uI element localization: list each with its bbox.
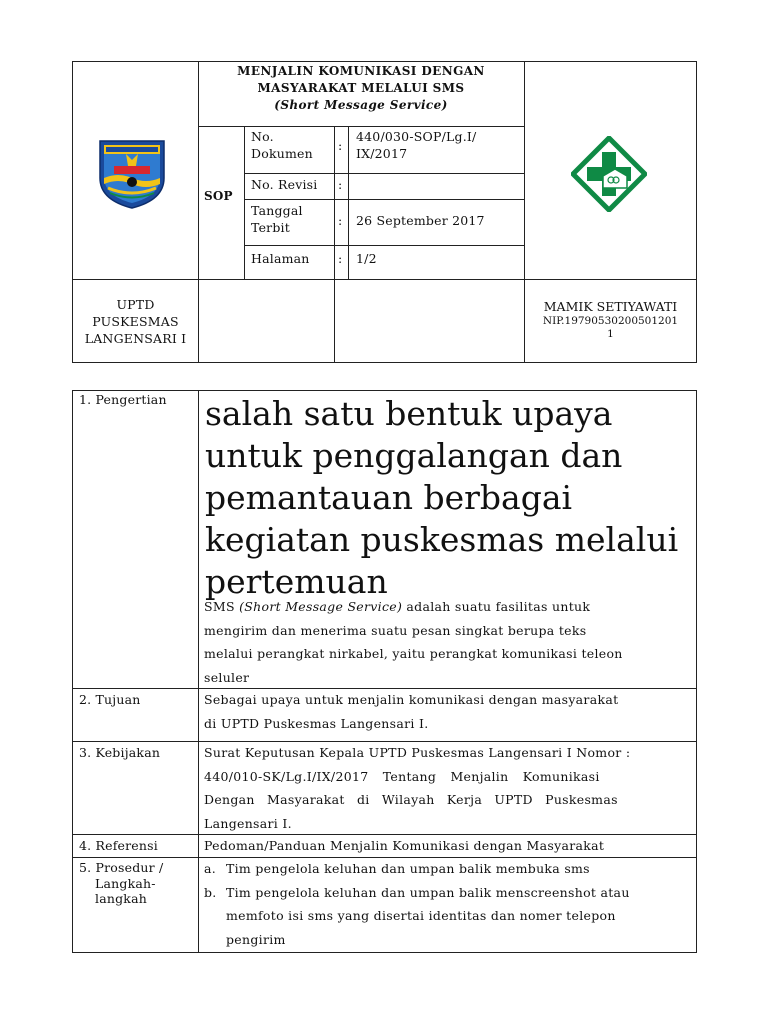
header-col-divider-3 [334, 126, 335, 363]
doc-number-label-line-2: Dokumen [251, 146, 313, 161]
step-b-text-line-1: Tim pengelola keluhan dan umpan balik menscreenshot atau [226, 884, 630, 900]
header-divider-main [72, 279, 697, 280]
prosedur-label-line-2: Langkah- [95, 875, 156, 891]
pengertian-sms-term: SMS [204, 599, 240, 614]
step-b-text-line-3: pengirim [226, 931, 286, 947]
kebijakan-text [204, 741, 690, 835]
step-a-text: Tim pengelola keluhan dan umpan balik membuka sms [226, 861, 590, 876]
organization-line-2: PUSKESMAS [92, 314, 179, 329]
header-col-divider-2 [244, 126, 245, 280]
issue-date-label-line-2: Terbit [251, 220, 290, 235]
prosedur-label-line-3: langkah [95, 891, 147, 906]
pengertian-large-line-1: salah satu bentuk upaya [205, 394, 613, 433]
header-divider-row1 [244, 173, 524, 174]
organization-line-1: UPTD [116, 297, 155, 312]
kebijakan-text-line-3: Dengan Masyarakat di Wilayah Kerja UPTD Puskesmas [204, 792, 618, 807]
doc-number-value [356, 128, 476, 162]
header-border-bottom [72, 362, 697, 363]
pengertian-large-line-2: untuk penggalangan dan [205, 436, 623, 475]
pengertian-text [204, 595, 690, 689]
tujuan-text-line-2: di UPTD Puskesmas Langensari I. [204, 715, 429, 731]
organization-name [73, 296, 198, 347]
tujuan-text [204, 688, 690, 735]
step-b-marker: b. [204, 884, 217, 900]
header-divider-row2 [244, 199, 524, 200]
step-b-text-line-2: memfoto isi sms yang disertai identitas dan nomer telepon [226, 908, 616, 923]
title-line-3-italic: (Short Message Service) [274, 98, 448, 112]
revision-label: No. Revisi [251, 177, 318, 192]
pengertian-label: 1. Pengertian [79, 392, 167, 407]
content-border-left [72, 390, 73, 953]
signer-nip-line-2: 1 [607, 328, 614, 340]
pengertian-text-line-1-rest: adalah suatu fasilitas untuk [402, 599, 591, 614]
issue-date-label [251, 202, 303, 236]
header-border-right [696, 61, 697, 363]
puskesmas-logo [571, 136, 647, 212]
header-divider-title [198, 126, 524, 127]
tujuan-text-line-1: Sebagai upaya untuk menjalin komunikasi dengan masyarakat [204, 692, 619, 707]
kebijakan-text-line-2: 440/010-SK/Lg.I/IX/2017 Tentang Menjalin Komunikasi [204, 768, 600, 784]
doc-number-colon: : [338, 138, 343, 153]
document-title [198, 63, 524, 114]
content-col-divider [198, 390, 199, 953]
signer-nip-line-1: NIP.19790530200501201 [542, 315, 679, 327]
issue-date-value: 26 September 2017 [356, 213, 485, 228]
header-divider-row3 [244, 245, 524, 246]
step-a [204, 857, 690, 881]
title-line-2: MASYARAKAT MELALUI SMS [257, 81, 465, 95]
signer-name: MAMIK SETIYAWATI [543, 299, 678, 314]
tujuan-label: 2. Tujuan [79, 692, 141, 707]
referensi-label: 4. Referensi [79, 838, 158, 853]
doc-number-value-line-2: IX/2017 [356, 146, 408, 161]
organization-line-3: LANGENSARI I [84, 331, 187, 346]
pengertian-text-line-3: melalui perangkat nirkabel, yaitu perangkat komunikasi teleon [204, 646, 623, 661]
title-line-1: MENJALIN KOMUNIKASI DENGAN [237, 64, 485, 78]
pengertian-sms-expansion: (Short Message Service) [239, 599, 403, 614]
signer-block [525, 298, 696, 341]
issue-date-colon: : [338, 213, 343, 228]
pengertian-large-line-4: kegiatan puskesmas melalui [205, 520, 679, 559]
kebijakan-label: 3. Kebijakan [79, 745, 161, 760]
city-emblem-logo [96, 138, 168, 210]
issue-date-label-line-1: Tanggal [251, 203, 303, 218]
step-b [204, 881, 690, 952]
kebijakan-text-line-4: Langensari I. [204, 815, 292, 831]
kebijakan-text-line-1: Surat Keputusan Kepala UPTD Puskesmas Langensari I Nomor : [204, 745, 631, 760]
pengertian-large-line-5: pertemuan [205, 562, 388, 601]
title-line-3 [198, 97, 524, 114]
content-border-right [696, 390, 697, 953]
sop-label: SOP [204, 189, 233, 203]
pengertian-text-line-4: seluler [204, 669, 250, 685]
doc-number-label-line-1: No. [251, 129, 274, 144]
pengertian-text-line-1 [204, 595, 690, 619]
step-a-marker: a. [204, 861, 217, 876]
content-border-bottom [72, 952, 697, 953]
header-border-top [72, 61, 697, 62]
prosedur-steps [204, 857, 690, 951]
header-col-divider-4 [348, 126, 349, 280]
revision-colon: : [338, 177, 343, 192]
prosedur-label-line-1: 5. Prosedur / [79, 860, 164, 875]
pengertian-large-line-3: pemantauan berbagai [205, 478, 573, 517]
referensi-text: Pedoman/Panduan Menjalin Komunikasi dengan Masyarakat [204, 838, 605, 853]
doc-number-label [251, 128, 313, 162]
page-colon: : [338, 251, 343, 266]
page-value: 1/2 [356, 251, 377, 266]
pengertian-text-line-2: mengirim dan menerima suatu pesan singkat berupa teks [204, 622, 587, 638]
prosedur-label [79, 860, 163, 907]
page-label: Halaman [251, 251, 310, 266]
doc-number-value-line-1: 440/030-SOP/Lg.I/ [356, 129, 477, 144]
pengertian-large-text [205, 393, 690, 603]
